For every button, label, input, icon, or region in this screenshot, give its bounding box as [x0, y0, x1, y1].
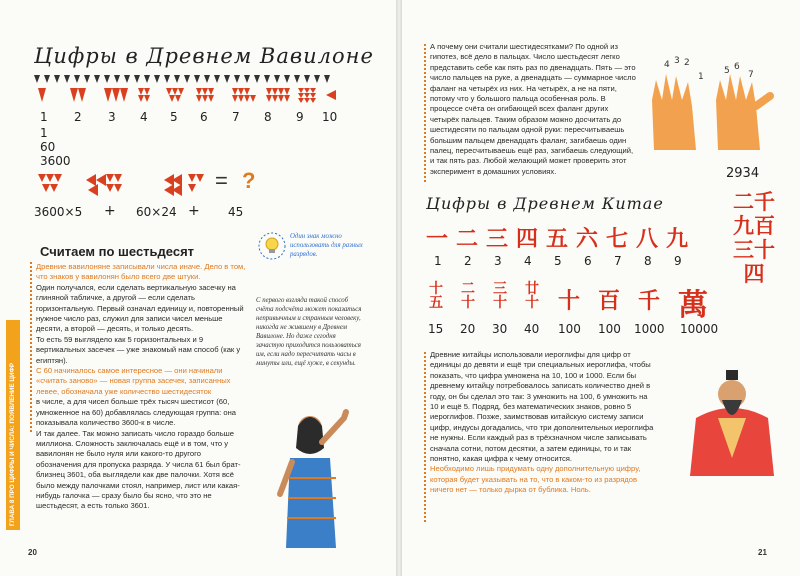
page-number-right: 21 [758, 548, 767, 557]
hand-number: 7 [748, 70, 754, 80]
hand-number: 6 [734, 62, 740, 72]
chapter-side-strip [6, 320, 20, 530]
cn-numeral: 九 [666, 226, 689, 252]
digit-label: 2 [74, 110, 82, 124]
digit-label: 8 [264, 110, 272, 124]
paragraph-marker [424, 44, 426, 182]
cn-numeral: 十五 [429, 281, 443, 311]
cn-digit-label: 5 [554, 254, 562, 268]
digit-label: 5 [170, 110, 178, 124]
cn-numeral: 二 [456, 226, 479, 252]
paragraph-60: С 60 начиналось самое интересное — они начинали «считать заново» — новая группа засечек, записанных левее, обозначала уже количество шестидесяток [36, 366, 231, 396]
cn-digit-label: 20 [460, 322, 476, 336]
cn-numeral: 八 [636, 226, 659, 252]
formula-part3: 45 [228, 205, 244, 219]
paragraph-top: А почему они считали шестидесятками? По одной из гипотез, всё дело в пальцах. Число шестьдесят легко представить себе как пять раз по двенадцать. Пять — это число пальцев на руке, а двенадцать — суммарное число фаланг на четырёх из них. На четырёх, а не на пяти, потому что у большого пальца особенная роль. В процессе счёта он огибающей всех фаланг других четырёх пальцев. Таким образом можно досчитать до шестидесяти по пальцам одной руки: пересчитываешь большим пальцем двенадцать фаланг, загибаешь один палец, пересчитываешь ещё раз, загибаешь следующий, и так пять раз. Любой желающий может проверить этот эксперимент в домашних условиях. [430, 42, 636, 176]
formula-plus1: + [104, 203, 116, 219]
cn-digit-label: 100 [558, 322, 581, 336]
cn-digit-label: 7 [614, 254, 622, 268]
paragraph-two-signs: Один получался, если сделать вертикальную засечку на глиняной табличке, а другой — если сделать горизонтальную. Первый означал единицу и, повторенный нужное число раз, служил для записи чисел меньше десяти, а второй — десять, и только десять. [36, 282, 244, 334]
paragraph-marker [30, 262, 32, 432]
lightbulb-icon [258, 232, 286, 260]
cn-digit-label: 100 [598, 322, 621, 336]
cn-numeral: 千 [638, 288, 661, 314]
number-2934: 2934 [726, 166, 760, 181]
cn-digit-label: 1 [434, 254, 442, 268]
formula-part2: 60×24 [136, 205, 177, 219]
hand-number: 1 [698, 72, 704, 82]
babylon-title: Цифры в Древнем Вавилоне [34, 44, 374, 68]
section-title: Считаем по шестьдесят [40, 244, 195, 259]
digit-label: 7 [232, 110, 240, 124]
paragraph-zero: И так далее. Так можно записать число гораздо больше миллиона. Сложность заключалась ещё и в том, что у вавилонян не было нуля или какого-то другого обозначения для пропуска разряда. У числа 61 был брат-близнец 3601, оба выглядели как две палочки. Хотя всё было между палочками стоял, например, лист или какая-нибудь галочка — сразу было бы ясно, что это не шестьдесят, а есть только 3601. [36, 428, 241, 511]
digit-1-label: 1 [40, 126, 48, 140]
cn-vertical-char: 二千 [733, 189, 775, 214]
cuneiform-digits-1-10 [36, 88, 346, 104]
right-page [402, 0, 800, 576]
cn-digit-label: 30 [492, 322, 508, 336]
cn-vertical-char: 四 [743, 261, 765, 286]
digit-3600-label: 3600 [40, 154, 71, 168]
digit-label: 3 [108, 110, 116, 124]
cn-numeral: 十 [558, 288, 581, 314]
cn-vertical-char: 九百 [733, 213, 775, 238]
hand-number: 5 [724, 66, 730, 76]
cn-numeral: 萬 [678, 288, 708, 323]
cn-numeral: 百 [598, 288, 621, 314]
cn-numeral: 三 [486, 226, 509, 252]
formula-plus2: + [188, 203, 200, 219]
cn-digit-label: 15 [428, 322, 444, 336]
chapter-label: ГЛАВА 8 ПРО ЦИФРЫ И ЧИСЛА: ПОЯВЛЕНИЕ ЦИФР [9, 362, 16, 526]
formula-part1: 3600×5 [34, 205, 83, 219]
paragraph-bottom: Древние китайцы использовали иероглифы для цифр от единицы до девяти и ещё три специальных иероглифа, чтобы показать, что цифра умножена на 10, 100 и 1000. Если бы древнему китайцу потребовалось записать количество дней в году, он бы сделал это так: 3 умножить на 100, 6 умножить на 10 и ещё 5. Подряд, без математических знаков, ровно 5 иероглифов. Позже, заимствовав китайскую систему записи цифр, индусы догадались, что три дополнительных иероглифа не нужны. Если каждый раз в трёхзначном числе записывать сначала сотни, потом десятки, а затем единицы, то и так понятно, какая цифра к чему относится. [430, 350, 654, 464]
left-page [0, 0, 396, 576]
cn-numeral: 六 [576, 226, 599, 252]
chinese-sage-figure [682, 358, 782, 478]
cn-digit-label: 9 [674, 254, 682, 268]
equals-sign: = [215, 168, 228, 193]
paragraph-marker [424, 352, 426, 522]
paragraph-block [36, 262, 246, 512]
cn-numeral: 五 [546, 226, 569, 252]
middle-note: С первого взгляда такой способ счёта подсчёта может показаться непривычным и странным человеку, никогда не жившему в Древнем Вавилоне. Но даже сегодня зачастую приходится пользоваться им, если надо пересчитать часы в минуты или, ещё хуже, в секунды. [256, 297, 362, 367]
paragraph-59: То есть 59 выглядело как 5 горизонтальных и 9 вертикальных засечек — уже знакомый нам способ (как у египтян). [36, 334, 241, 365]
question-mark: ? [242, 168, 256, 193]
babylonian-figure [270, 398, 354, 548]
cn-digit-label: 2 [464, 254, 472, 268]
digit-label: 10 [322, 110, 338, 124]
cn-numeral: 一 [426, 226, 449, 252]
hand-number: 3 [674, 56, 680, 66]
cn-numeral: 二十 [461, 281, 475, 311]
digit-label: 1 [40, 110, 48, 124]
cn-digit-label: 3 [494, 254, 502, 268]
hand-number: 2 [684, 58, 690, 68]
cn-digit-label: 40 [524, 322, 540, 336]
paragraph-intro: Древние вавилоняне записывали числа иначе. Дело в том, что знаков у вавилонян было всего две штуки. [36, 262, 246, 282]
cn-digit-label: 6 [584, 254, 592, 268]
digit-label: 6 [200, 110, 208, 124]
page-number-left: 20 [28, 548, 37, 557]
china-title: Цифры в Древнем Китае [426, 194, 664, 213]
hand-number: 4 [664, 60, 670, 70]
paragraph-3600: в числе, а для чисел больше трёх тысяч шестисот (60, умноженное на 60) добавлялась следующая группа: она показывала количество 3600-к в числе. [36, 397, 237, 428]
cn-vertical-char: 三十 [733, 237, 775, 262]
paragraph-orange: Необходимо лишь придумать одну дополнительную цифру, которая будет указывать на то, что в каком-то из разрядов ничего нет — только дырка от бублика. Ноль. [430, 464, 641, 495]
cn-digit-label: 10000 [680, 322, 719, 336]
cuneiform-border [34, 70, 334, 78]
cn-digit-label: 8 [644, 254, 652, 268]
digit-label: 4 [140, 110, 148, 124]
bulb-note: Один знак можно использовать для разных разрядов. [290, 233, 363, 258]
cn-numeral: 三十 [493, 281, 507, 311]
paragraph-bottom-block [430, 350, 656, 496]
counting-hands-illustration [642, 60, 782, 160]
cn-vertical-2934 [732, 190, 776, 286]
cn-numeral: 七 [606, 226, 629, 252]
cn-numeral: 四 [516, 226, 539, 252]
cn-digit-label: 4 [524, 254, 532, 268]
cn-numeral: 廿十 [525, 281, 539, 311]
digit-60-label: 60 [40, 140, 56, 154]
digit-label: 9 [296, 110, 304, 124]
cn-digit-label: 1000 [634, 322, 665, 336]
